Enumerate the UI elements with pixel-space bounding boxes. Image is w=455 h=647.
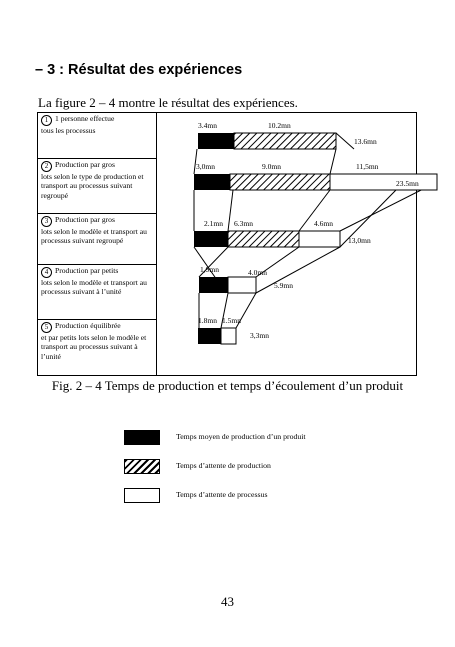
row-label-2-first: Production par gros <box>55 160 115 169</box>
process-wait-bar <box>221 328 236 344</box>
row-label-2 <box>38 159 156 214</box>
row-label-5-rest: et par petits lots selon le modèle et transport au processus suivant à l’unité <box>41 333 147 361</box>
production-bar <box>198 133 234 149</box>
row-number-2: 2 <box>41 161 52 172</box>
production-wait-bar <box>234 133 336 149</box>
process-wait-label: 1.5mn <box>222 316 241 325</box>
production-wait-label: 10.2mn <box>268 121 291 130</box>
production-wait-label: 9.0mn <box>262 162 281 171</box>
process-wait-bar <box>330 174 437 190</box>
process-wait-bar <box>228 277 256 293</box>
production-bar <box>199 277 228 293</box>
production-time-label: 2.1mn <box>204 219 223 228</box>
row-number-4: 4 <box>41 267 52 278</box>
production-time-label: 3.4mn <box>198 121 217 130</box>
row-label-4 <box>38 265 156 320</box>
page-number: 43 <box>221 594 234 609</box>
process-wait-bar <box>299 231 340 247</box>
connector-line <box>256 247 340 293</box>
legend-production-label: Temps moyen de production d’un produit <box>176 432 306 441</box>
process-wait-label: 11,5mn <box>356 162 379 171</box>
connector-line <box>336 133 354 149</box>
connector-line <box>228 190 233 231</box>
process-wait-label: 4.6mn <box>314 219 333 228</box>
row-label-1-first: 1 personne effectue <box>55 114 115 123</box>
row-number-5: 5 <box>41 322 52 333</box>
row-number-1: 1 <box>41 115 52 126</box>
label-column <box>38 113 157 375</box>
row-label-1 <box>38 113 156 159</box>
production-bar <box>194 231 228 247</box>
total-time-label: 23.5mn <box>396 179 419 188</box>
production-time-label: 1.8mn <box>198 316 217 325</box>
row-number-3: 3 <box>41 216 52 227</box>
row-label-2-rest: lots selon le type de production et transport au processus suivant regroupé <box>41 172 144 200</box>
row-label-5-first: Production équilibrée <box>55 321 121 330</box>
production-time-label: 1,9mn <box>200 265 219 274</box>
row-label-5 <box>38 320 156 375</box>
total-time-label: 3,3mn <box>250 331 269 340</box>
intro-text: La figure 2 – 4 montre le résultat des expériences. <box>38 95 298 110</box>
legend-swatch-white <box>124 488 160 503</box>
legend-swatch-black <box>124 430 160 445</box>
total-time-label: 13.6mn <box>354 137 377 146</box>
production-wait-bar <box>228 231 299 247</box>
flow-time-diagram <box>156 113 419 375</box>
section-heading: – 3 : Résultat des expériences <box>35 62 243 78</box>
legend-process-wait-label: Temps d’attente de processus <box>176 490 268 499</box>
row-label-3 <box>38 214 156 265</box>
production-wait-label: 6.3mn <box>234 219 253 228</box>
production-time-label: 3,0mn <box>196 162 215 171</box>
production-bar <box>194 174 230 190</box>
process-wait-label: 4.0mn <box>248 268 267 277</box>
total-time-label: 5.9mn <box>274 281 293 290</box>
connector-line <box>330 149 336 174</box>
legend-production-wait-label: Temps d’attente de production <box>176 461 271 470</box>
production-wait-bar <box>230 174 330 190</box>
row-label-4-rest: lots selon le modèle et transport au processus suivant à l’unité <box>41 278 147 297</box>
row-label-3-first: Production par gros <box>55 215 115 224</box>
production-bar <box>198 328 221 344</box>
total-time-label: 13,0mn <box>348 236 371 245</box>
legend-swatch-hatched <box>124 459 160 474</box>
figure-caption: Fig. 2 – 4 Temps de production et temps d’écoulement d’un produit <box>51 378 404 393</box>
row-label-4-first: Production par petits <box>55 266 119 275</box>
row-label-1-rest: tous les processus <box>41 126 96 135</box>
figure-frame <box>37 112 417 376</box>
row-label-3-rest: lots selon le modèle et transport au processus suivant regroupé <box>41 227 147 246</box>
